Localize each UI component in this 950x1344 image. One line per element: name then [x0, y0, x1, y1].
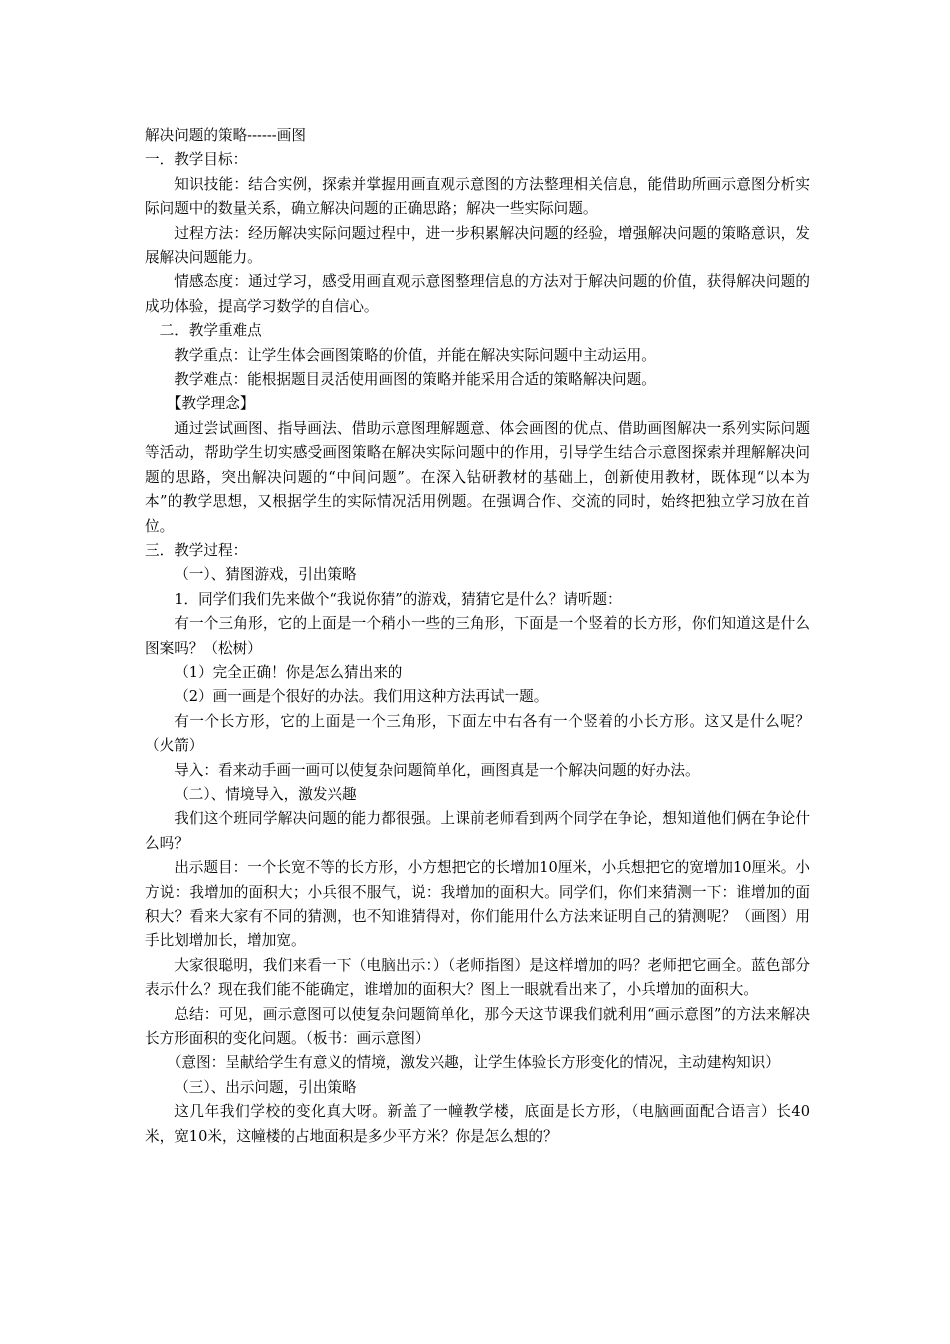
- paragraph-teaching-concept: 通过尝试画图、指导画法、借助示意图理解题意、体会画图的优点、借助画图解决一系列实际问题等活动，帮助学生切实感受画图策略在解决实际问题中的作用，引导学生结合示意图探索并理解解决问题的思路，突出解决问题的“中间问题”。在深入钻研教材的基础上，创新使用教材，既体现“以本为本”的教学思想，又根据学生的实际情况活用例题。在强调合作、交流的同时，始终把独立学习放在首位。: [145, 419, 810, 535]
- paragraph-riddle-rocket: 有一个长方形，它的上面是一个三角形，下面左中右各有一个竖着的小长方形。这又是什么呢？（火箭）: [145, 712, 810, 755]
- document-title: 解决问题的策略------画图: [145, 127, 306, 144]
- paragraph-intent-note: （意图：呈献给学生有意义的情境，激发兴趣，让学生体验长方形变化的情况，主动建构知识）: [166, 1054, 780, 1072]
- paragraph-difficulty: 教学难点：能根据题目灵活使用画图的策略并能采用合适的策略解决问题。: [174, 371, 656, 389]
- paragraph-key-point: 教学重点：让学生体会画图策略的价值，并能在解决实际问题中主动运用。: [174, 346, 656, 364]
- paragraph-emotion-attitude: 情感态度：通过学习，感受用画直观示意图整理信息的方法对于解决问题的价值，获得解决问题的成功体验，提高学习数学的自信心。: [145, 273, 810, 315]
- paragraph-demonstration: 大家很聪明，我们来看一下（电脑出示：）（老师指图）是这样增加的吗？老师把它画全。蓝色部分表示什么？现在我们能不能确定，谁增加的面积大？图上一眼就看出来了，小兵增加的面积大。: [145, 956, 810, 999]
- subheading-part-2: （二）、情境导入，激发兴趣: [174, 785, 357, 803]
- paragraph-process-method: 过程方法：经历解决实际问题过程中，进一步积累解决问题的经验，增强解决问题的策略意识，发展解决问题能力。: [145, 224, 810, 267]
- paragraph-knowledge-skills: 知识技能：结合实例，探索并掌握用画直观示意图的方法整理相关信息，能借助所画示意图分析实际问题中的数量关系，确立解决问题的正确思路；解决一些实际问题。: [145, 175, 810, 218]
- paragraph-riddle-pine: 有一个三角形，它的上面是一个稍小一些的三角形，下面是一个竖着的长方形，你们知道这是什么图案吗？（松树）: [145, 615, 810, 657]
- section-heading-key-difficulties: 二．教学重难点: [159, 322, 262, 340]
- paragraph-building-problem: 这几年我们学校的变化真大呀。新盖了一幢教学楼，底面是长方形，（电脑画面配合语言）长40米，宽10米，这幢楼的占地面积是多少平方米？你是怎么想的？: [145, 1103, 810, 1145]
- subheading-part-3: （三）、出示问题，引出策略: [174, 1078, 357, 1096]
- paragraph-answer-1: （1）完全正确！你是怎么猜出来的: [174, 663, 403, 681]
- document-page: [145, 124, 810, 1149]
- paragraph-debate: 我们这个班同学解决问题的能力都很强。上课前老师看到两个同学在争论，想知道他们俩在争论什么吗？: [145, 810, 810, 852]
- paragraph-answer-2: （2）画一画是个很好的办法。我们用这种方法再试一题。: [174, 688, 549, 706]
- subheading-teaching-concept: 【教学理念】: [166, 395, 255, 413]
- paragraph-problem: 出示题目：一个长宽不等的长方形，小方想把它的长增加10厘米，小兵想把它的宽增加10厘米。小方说：我增加的面积大；小兵很不服气，说：我增加的面积大。同学们，你们来猜测一下：谁增加的面积大？看来大家有不同的猜测，也不知谁猜得对，你们能用什么方法来证明自己的猜测呢？（画图）用手比划增加长，增加宽。: [145, 859, 810, 950]
- subheading-part-1: （一）、猜图游戏，引出策略: [174, 566, 357, 584]
- section-heading-objectives: 一．教学目标：: [145, 151, 248, 169]
- section-heading-process: 三．教学过程：: [145, 541, 248, 559]
- paragraph-lead-in: 导入：看来动手画一画可以使复杂问题简单化，画图真是一个解决问题的好办法。: [174, 761, 700, 779]
- paragraph-summary: 总结：可见，画示意图可以使复杂问题简单化，那今天这节课我们就利用“画示意图”的方法来解决长方形面积的变化问题。（板书：画示意图）: [145, 1005, 810, 1048]
- paragraph-game-intro: 1．同学们我们先来做个“我说你猜”的游戏，猜猜它是什么？请听题：: [174, 590, 622, 608]
